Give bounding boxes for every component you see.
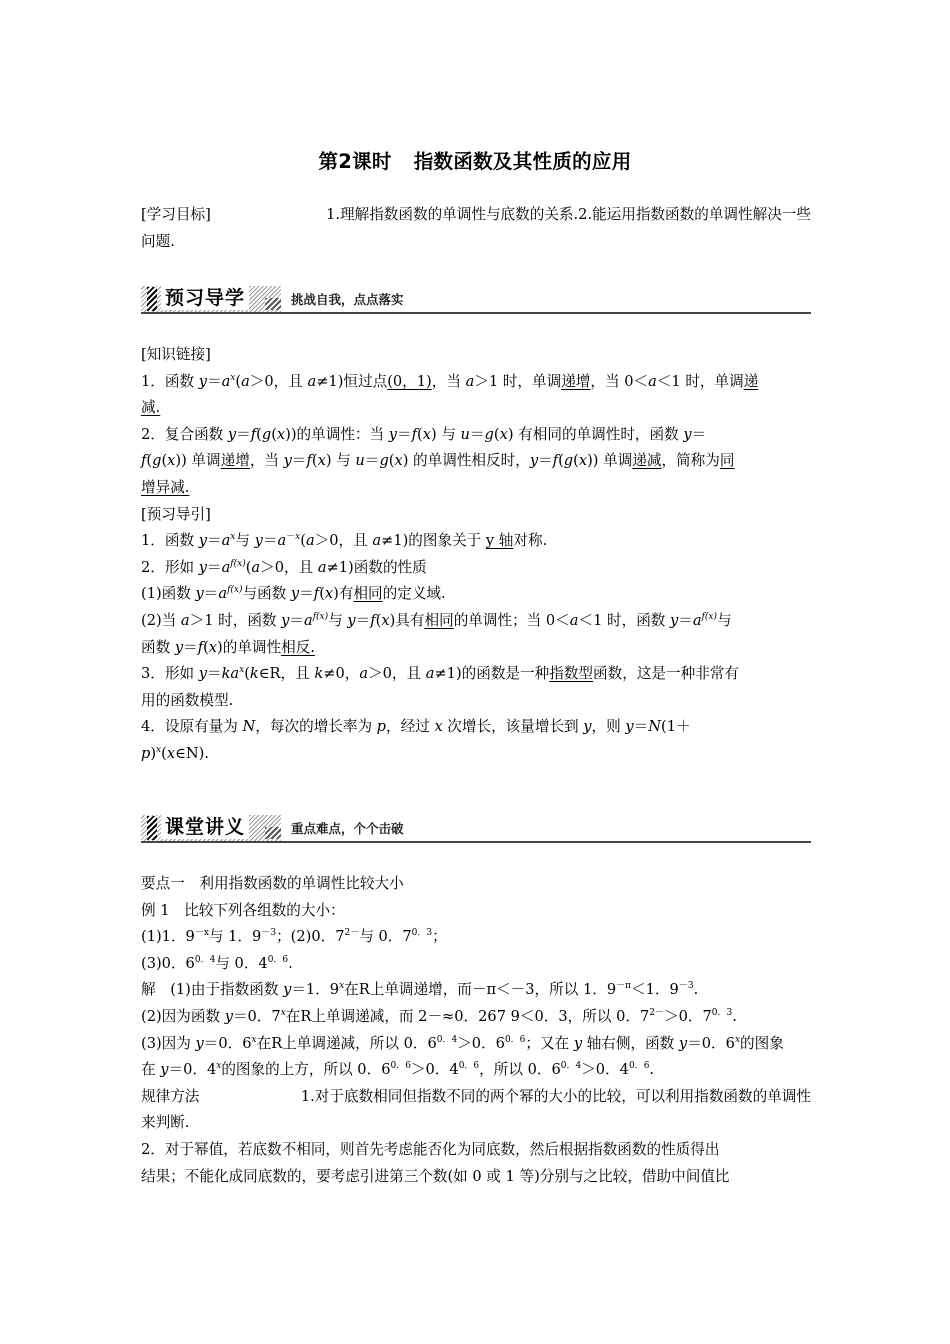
rule-method-1-cont: 来判断. — [141, 1114, 190, 1132]
solution-1: 解 (1)由于指数函数 y＝1．9$^x$在R上单调递增，而－π＜－3，所以 1．$9^{-\pi}<1$．$9^{-3}$. — [141, 981, 699, 999]
guide-item-4-cont: p)$^x$(x∈N). — [141, 744, 209, 762]
lesson-number: 第2课时 — [318, 150, 392, 173]
example-1: 例 1 比较下列各组数的大小： — [141, 901, 345, 919]
preview-guide-heading: [预习导引] — [141, 505, 211, 523]
example-1-items-b: (3)0．$6^{0.4}$与 0．$4^{0.6}$. — [141, 954, 293, 972]
goals-line-2: 问题. — [141, 232, 175, 250]
section-header-preview — [141, 284, 811, 314]
section-stripe-icon — [147, 816, 157, 840]
section-header-lecture — [141, 813, 811, 843]
guide-item-4: 4．设原有量为 N，每次的增长率为 p，经过 x 次增长，该量增长到 y，则 y＝N(1＋ — [141, 718, 691, 736]
knowledge-item-2-cont2: 增异减. — [141, 478, 190, 496]
guide-item-1: 1．函数 $y=a^x$与 $y=a^{-x}(a>0$，且 a≠1)的图象关于 y 轴对称. — [141, 532, 548, 550]
rule-method-1: 规律方法 1.对于底数相同但指数不同的两个幂的大小的比较，可以利用指数函数的单调性 — [141, 1087, 811, 1105]
page-title — [0, 146, 950, 174]
solution-2: (2)因为函数 y＝0．7$^x$在R上单调递减，而 2－≈0．267 9＜0．3，所以 0．$7^{2-}>0$．$7^{0.3}$. — [141, 1007, 737, 1025]
lesson-topic: 指数函数及其性质的应用 — [413, 150, 632, 173]
knowledge-link-heading: [知识链接] — [141, 346, 211, 363]
guide-item-2: 2．形如 $y=a^{f(x)}(a>0$，且 a≠1)函数的性质 — [141, 558, 427, 576]
goals-line-1: [学习目标] 1.理解指数函数的单调性与底数的关系.2.能运用指数函数的单调性解决一些 — [141, 206, 811, 223]
section-stripe-icon — [147, 287, 157, 311]
section-subtitle: 挑战自我，点点落实 — [291, 292, 404, 307]
lecture-body — [141, 871, 811, 1190]
key-point-1: 要点一 利用指数函数的单调性比较大小 — [141, 875, 404, 892]
section-tail-icon — [265, 827, 281, 839]
solution-3: (3)因为 y＝0．6$^x$在R上单调递减，所以 0．$6^{0.4}>0$．$6^{0.6}$；又在 y 轴右侧，函数 y＝0．6$^x$的图象 — [141, 1034, 784, 1052]
section-label: 课堂讲义 — [161, 812, 249, 839]
knowledge-item-2-cont: f(g(x)) 单调递增，当 y＝f(x) 与 u＝g(x) 的单调性相反时，y＝f(g(x)) 单调递减，简称为同 — [141, 452, 735, 470]
rule-method-2-cont: 结果；不能化成同底数的，要考虑引进第三个数(如 0 或 1 等)分别与之比较，借助中间值比 — [141, 1167, 730, 1185]
guide-item-2-1: (1)函数 $y=a^{f(x)}$与函数 y＝f(x)有相同的定义域. — [141, 585, 446, 603]
knowledge-item-2: 2．复合函数 y＝f(g(x))的单调性：当 y＝f(x) 与 u＝g(x) 有相同的单调性时，函数 y＝ — [141, 425, 707, 443]
rule-method-2: 2．对于幂值，若底数不相同，则首先考虑能否化为同底数，然后根据指数函数的性质得出 — [141, 1140, 720, 1158]
preview-body — [141, 342, 811, 768]
guide-item-2-2-cont: 函数 y＝f(x)的单调性相反. — [141, 638, 315, 656]
learning-goals — [141, 202, 811, 255]
solution-3-cont: 在 y＝0．4$^x$的图象的上方，所以 0．$6^{0.6}>0$．$4^{0.6}$，所以 0．$6^{0.4}>0$．$4^{0.6}$. — [141, 1061, 655, 1079]
knowledge-item-1-cont: 减. — [141, 399, 161, 417]
section-subtitle: 重点难点，个个击破 — [291, 821, 404, 836]
guide-item-2-2: (2)当 a＞1 时，函数 $y=a^{f(x)}$与 y＝f(x)具有相同的单调性；当 0＜a＜1 时，函数 $y=a^{f(x)}$与 — [141, 611, 732, 629]
section-label: 预习导学 — [161, 283, 249, 310]
section-divider — [141, 841, 811, 843]
section-divider — [141, 312, 811, 314]
example-1-items-a: (1)1．$9^{-x}$与 1．$9^{-3}$；(2)0．$7^{2-}$与 0．$7^{0.3}$； — [141, 928, 447, 946]
guide-item-3-cont: 用的函数模型. — [141, 691, 234, 709]
section-tail-icon — [265, 298, 281, 310]
guide-item-3: 3．形如 $y=ka^x(k\in R$，且 k≠0，a＞0，且 a≠1)的函数是一种指数型函数，这是一种非常有 — [141, 665, 739, 683]
knowledge-item-1: 1．函数 $y=a^x(a>0$，且 a≠1)恒过点(0，1)，当 a＞1 时，单调递增，当 0＜a＜1 时，单调递 — [141, 372, 759, 390]
